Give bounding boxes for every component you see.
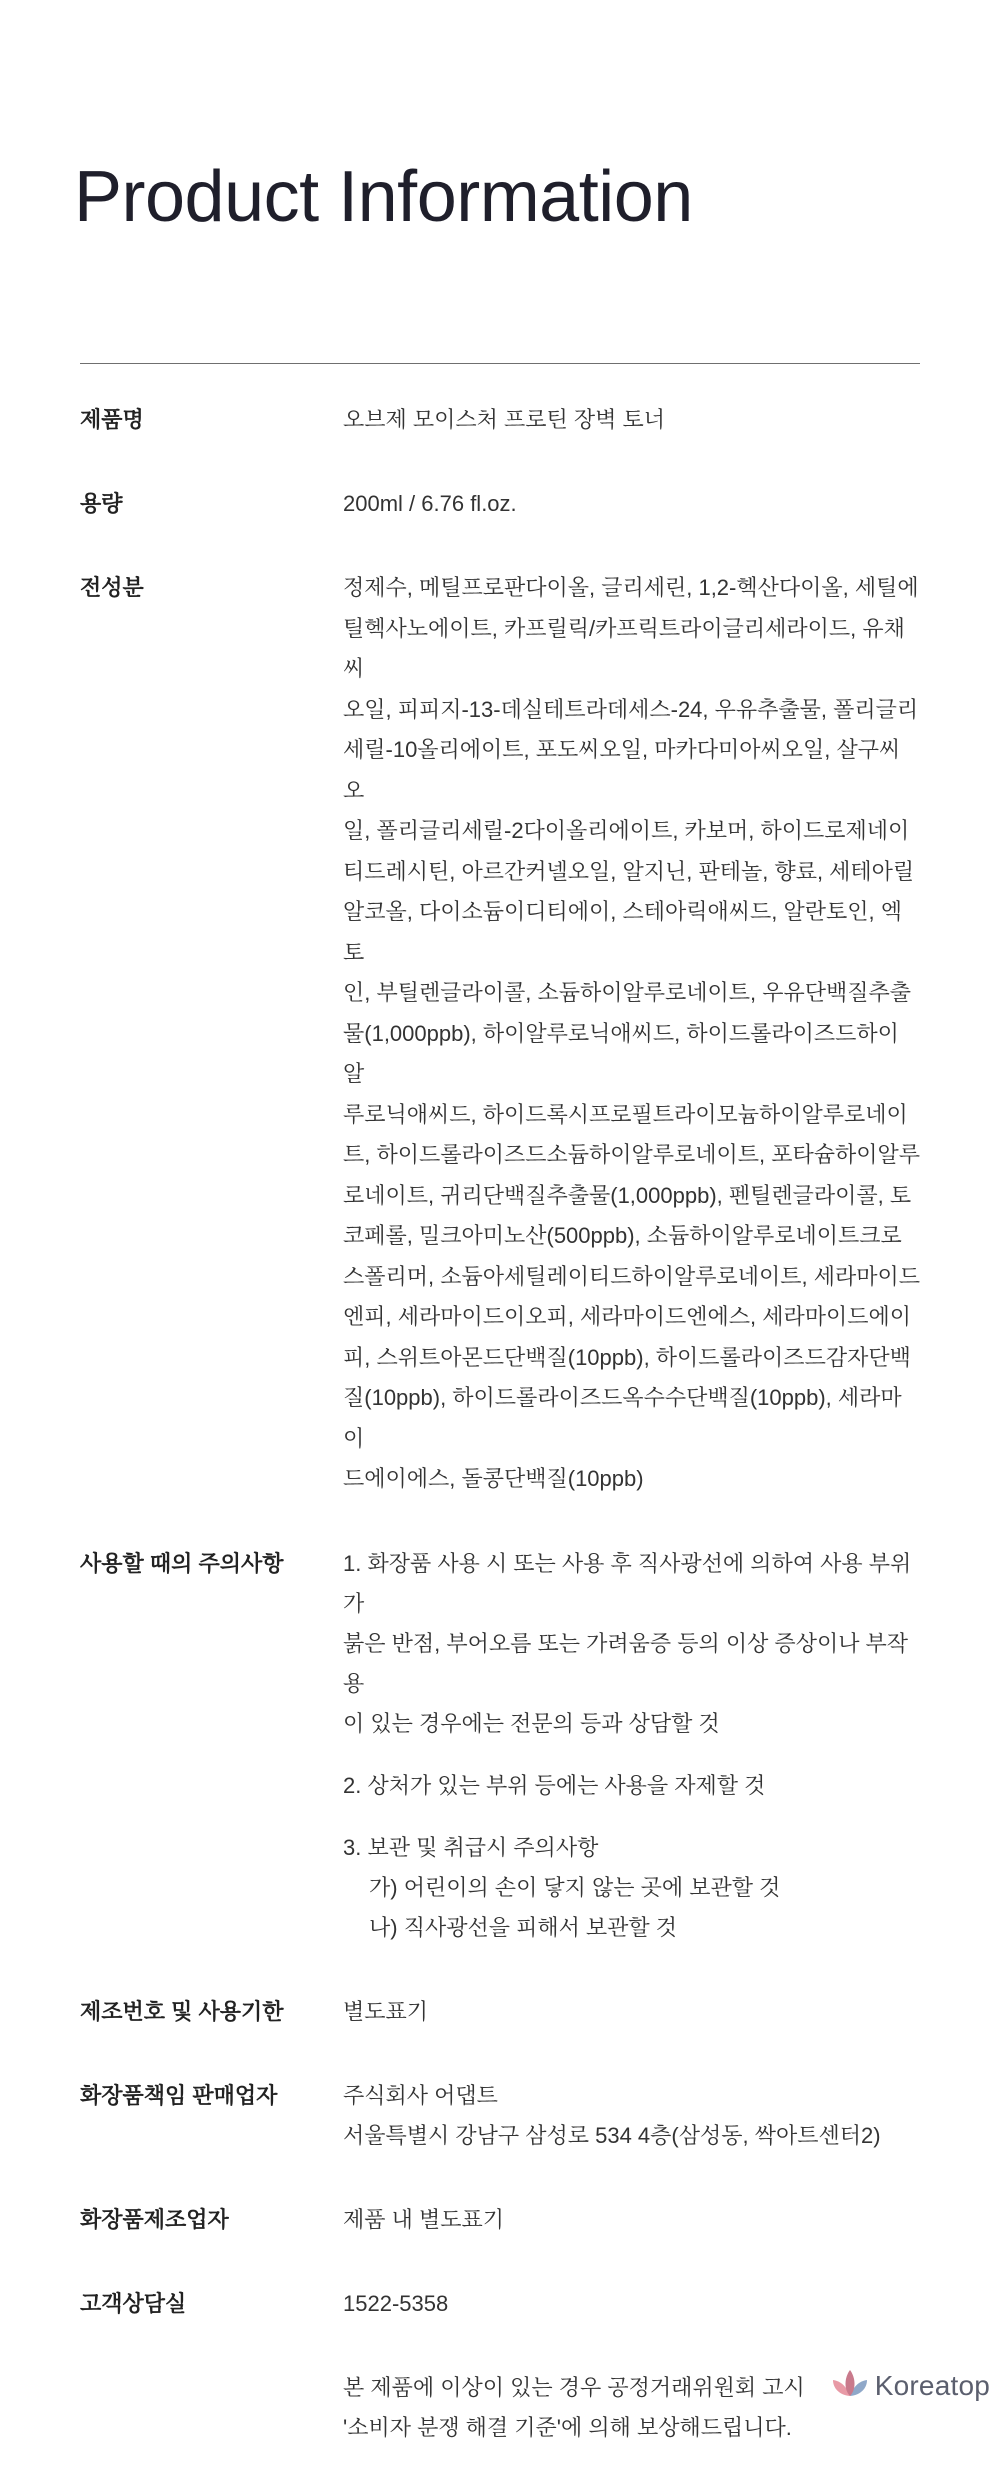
precaution-item-2	[343, 1766, 920, 1806]
ingredients-line: 피, 스위트아몬드단백질(10ppb), 하이드롤라이즈드감자단백	[343, 1344, 911, 1370]
info-label: 전성분	[80, 575, 144, 600]
ingredients-line: 트, 하이드롤라이즈드소듐하이알루로네이트, 포타슘하이알루	[343, 1142, 921, 1167]
info-label: 사용할 때의 주의사항	[80, 1550, 284, 1576]
info-row-volume	[80, 484, 920, 524]
info-label: 제품명	[80, 407, 144, 432]
precaution-line: 2. 상처가 있는 부위 등에는 사용을 자제할 것	[343, 1772, 766, 1798]
ingredients-line: 루로닉애씨드, 하이드록시프로필트라이모늄하이알루로네이	[343, 1101, 908, 1127]
seller-name: 주식회사 어댑트	[343, 2082, 498, 2108]
ingredients-line: 스폴리머, 소듐아세틸레이티드하이알루로네이트, 세라마이드	[343, 1263, 921, 1289]
lotus-icon	[831, 2368, 869, 2403]
precaution-item-1	[343, 1544, 920, 1744]
info-row-responsible-seller	[80, 2076, 920, 2156]
info-value: 오브제 모이스처 프로틴 장벽 토너	[343, 407, 665, 432]
precaution-line: 이 있는 경우에는 전문의 등과 상담할 것	[343, 1710, 720, 1736]
ingredients-line: 물(1,000ppb), 하이알루로닉애씨드, 하이드롤라이즈드하이알	[343, 1020, 899, 1086]
customer-service-phone: 1522-5358	[343, 2290, 449, 2316]
seller-address: 서울특별시 강남구 삼성로 534 4층(삼성동, 싹아트센터2)	[343, 2122, 881, 2148]
info-row-manufacturer	[80, 2200, 920, 2240]
ingredients-line: 틸헥사노에이트, 카프릴릭/카프릭트라이글리세라이드, 유채씨	[343, 615, 905, 681]
title-divider	[80, 363, 920, 364]
ingredients-line: 코페롤, 밀크아미노산(500ppb), 소듐하이알루로네이트크로	[343, 1223, 902, 1248]
product-info-table	[80, 400, 920, 2492]
notice-line: 본 제품에 이상이 있는 경우 공정거래위원회 고시	[343, 2374, 805, 2400]
info-value: 200ml / 6.76 fl.oz.	[343, 491, 517, 516]
info-label: 화장품제조업자	[80, 2206, 229, 2232]
seller-value	[343, 2076, 920, 2156]
ingredients-line: 알코올, 다이소듐이디티에이, 스테아릭애씨드, 알란토인, 엑토	[343, 899, 902, 965]
info-label: 용량	[80, 491, 123, 516]
precaution-line: 붉은 반점, 부어오름 또는 가려움증 등의 이상 증상이나 부작용	[343, 1630, 909, 1696]
info-row-precautions	[80, 1544, 920, 1948]
info-label: 고객상담실	[80, 2290, 187, 2316]
info-row-compensation-notice	[80, 2368, 920, 2448]
info-value: 별도표기	[343, 1998, 429, 2024]
precaution-subitem: 가) 어린이의 손이 닿지 않는 곳에 보관할 것	[369, 1874, 781, 1900]
info-row-ingredients	[80, 568, 920, 1500]
notice-line: '소비자 분쟁 해결 기준'에 의해 보상해드립니다.	[343, 2414, 792, 2440]
ingredients-line: 질(10ppb), 하이드롤라이즈드옥수수단백질(10ppb), 세라마이	[343, 1385, 902, 1451]
ingredients-line: 로네이트, 귀리단백질추출물(1,000ppb), 펜틸렌글라이콜, 토	[343, 1182, 912, 1208]
info-label	[80, 2368, 343, 2448]
page-title: Product Information	[74, 157, 693, 237]
ingredients-line: 정제수, 메틸프로판다이올, 글리세린, 1,2-헥산다이올, 세틸에	[343, 575, 919, 600]
info-value: 제품 내 별도표기	[343, 2206, 504, 2232]
info-label: 화장품책임 판매업자	[80, 2082, 278, 2108]
precaution-line: 3. 보관 및 취급시 주의사항	[343, 1834, 599, 1860]
ingredients-line: 드에이에스, 돌콩단백질(10ppb)	[343, 1466, 644, 1491]
precaution-item-3	[343, 1828, 920, 1948]
precautions-value	[343, 1544, 920, 1948]
ingredients-line: 세릴-10올리에이트, 포도씨오일, 마카다미아씨오일, 살구씨오	[343, 737, 901, 803]
brand-logo	[831, 2368, 990, 2403]
ingredients-line: 엔피, 세라마이드이오피, 세라마이드엔에스, 세라마이드에이	[343, 1304, 911, 1329]
ingredients-line: 일, 폴리글리세릴-2다이올리에이트, 카보머, 하이드로제네이	[343, 818, 910, 843]
precaution-line: 1. 화장품 사용 시 또는 사용 후 직사광선에 의하여 사용 부위가	[343, 1550, 912, 1616]
info-row-batch-expiry	[80, 1992, 920, 2032]
ingredients-line: 오일, 피피지-13-데실테트라데세스-24, 우유추출물, 폴리글리	[343, 696, 919, 722]
info-row-product-name	[80, 400, 920, 440]
info-label: 제조번호 및 사용기한	[80, 1998, 284, 2024]
precaution-subitem: 나) 직사광선을 피해서 보관할 것	[369, 1914, 678, 1940]
ingredients-value	[343, 568, 920, 1500]
ingredients-line: 인, 부틸렌글라이콜, 소듐하이알루로네이트, 우유단백질추출	[343, 980, 911, 1005]
brand-name: Koreatop	[874, 2369, 990, 2401]
ingredients-line: 티드레시틴, 아르간커넬오일, 알지닌, 판테놀, 향료, 세테아릴	[343, 858, 915, 884]
info-row-customer-service	[80, 2284, 920, 2324]
